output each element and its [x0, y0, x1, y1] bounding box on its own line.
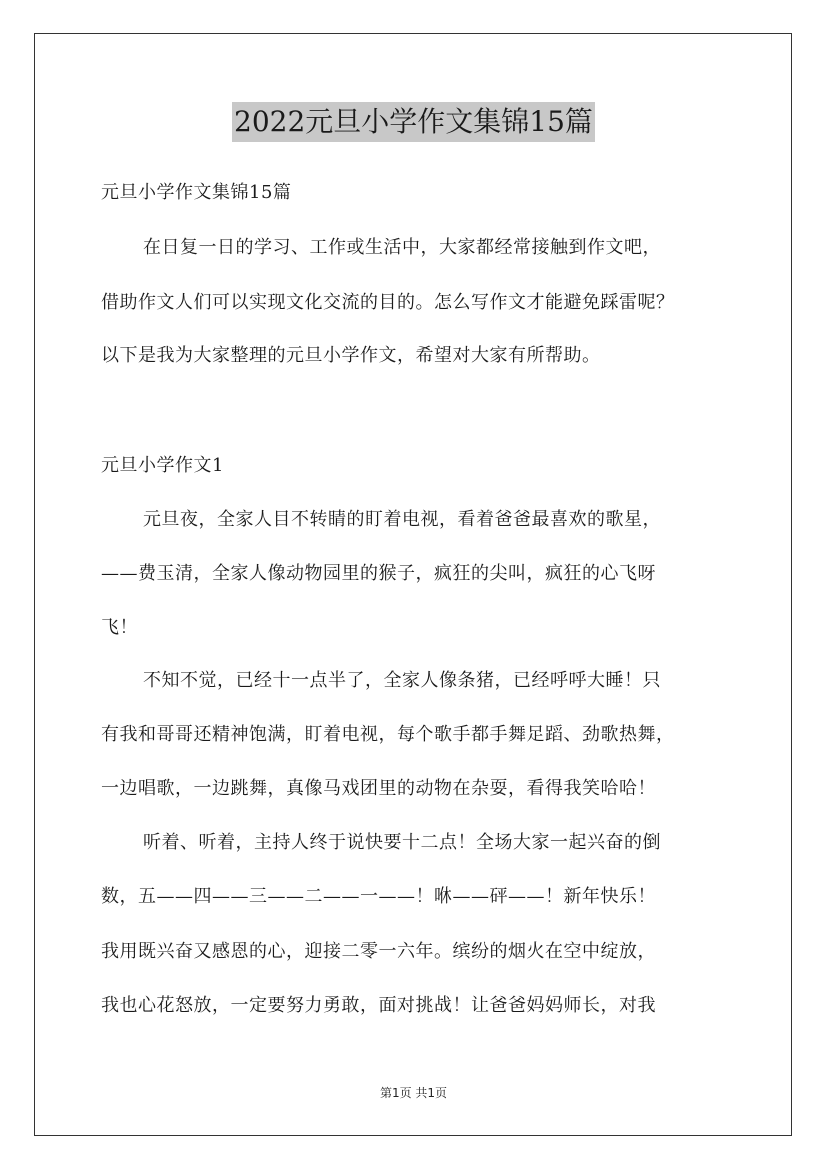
- paragraph-line: 有我和哥哥还精神饱满，盯着电视，每个歌手都手舞足蹈、劲歌热舞，: [101, 724, 675, 745]
- paragraph-line: 飞！: [101, 617, 138, 638]
- paragraph-line: 不知不觉，已经十一点半了，全家人像条猪，已经呼呼大睡！只: [143, 670, 661, 691]
- paragraph-line: 元旦夜，全家人目不转睛的盯着电视，看着爸爸最喜欢的歌星，: [143, 509, 661, 530]
- paragraph-line: 以下是我为大家整理的元旦小学作文，希望对大家有所帮助。: [101, 345, 601, 366]
- paragraph-line: 数，五——四——三——二——一——！咻——砰——！新年快乐！: [101, 886, 656, 907]
- paragraph-line: 借助作文人们可以实现文化交流的目的。怎么写作文才能避免踩雷呢？: [101, 292, 675, 313]
- paragraph-line: 我也心花怒放，一定要努力勇敢，面对挑战！让爸爸妈妈师长，对我: [101, 995, 656, 1016]
- page-footer: 第1页 共1页: [379, 1086, 448, 1100]
- paragraph-line: 我用既兴奋又感恩的心，迎接二零一六年。缤纷的烟火在空中绽放，: [101, 941, 656, 962]
- paragraph-line: 在日复一日的学习、工作或生活中，大家都经常接触到作文吧，: [143, 237, 661, 258]
- paragraph-line: ——费玉清，全家人像动物园里的猴子，疯狂的尖叫，疯狂的心飞呀: [101, 563, 656, 584]
- title-container: [0, 102, 827, 142]
- paragraph-line: 听着、听着，主持人终于说快要十二点！全场大家一起兴奋的倒: [143, 832, 661, 853]
- section-heading: 元旦小学作文1: [101, 455, 224, 476]
- document-title: 2022元旦小学作文集锦15篇: [232, 102, 595, 142]
- subtitle-line: 元旦小学作文集锦15篇: [101, 182, 292, 203]
- paragraph-line: 一边唱歌，一边跳舞，真像马戏团里的动物在杂耍，看得我笑哈哈！: [101, 778, 656, 799]
